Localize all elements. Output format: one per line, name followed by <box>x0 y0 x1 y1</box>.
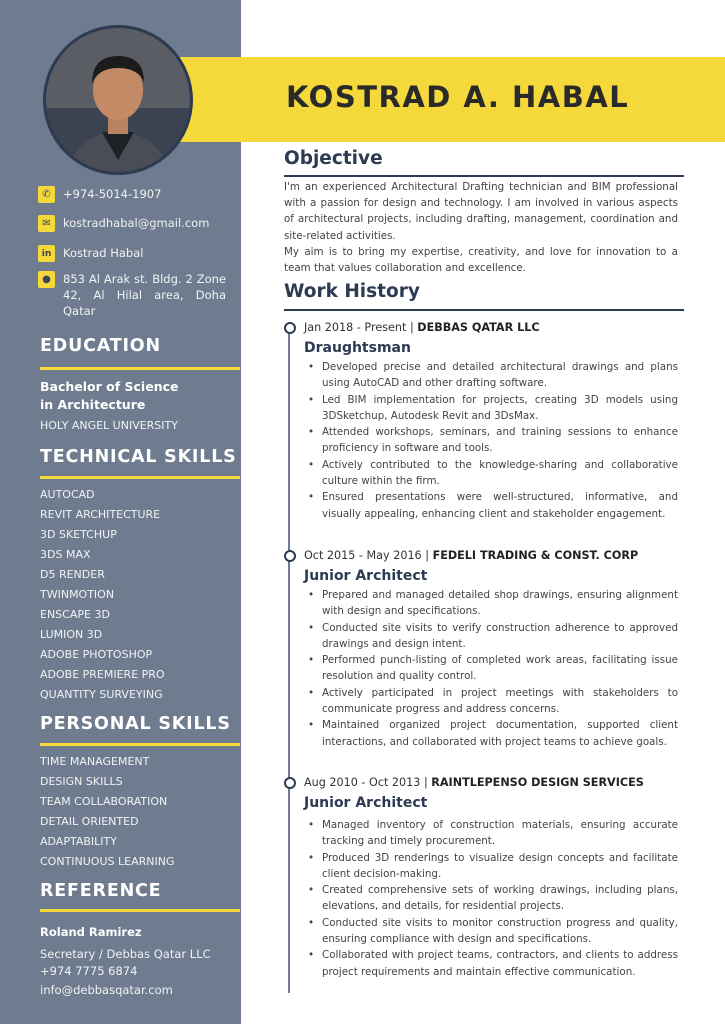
reference-phone: +974 7775 6874 <box>40 964 138 978</box>
personal-skill-item: ADAPTABILITY <box>40 835 117 848</box>
job-bullet: • Actively participated in project meetings with stakeholders to communicate progress and address concerns. <box>304 685 678 718</box>
job-company: RAINTLEPENSO DESIGN SERVICES <box>431 776 644 789</box>
tech-skill-item: QUANTITY SURVEYING <box>40 688 163 701</box>
job-bullet: • Created comprehensive sets of working drawings, including plans, elevations, and details, for residential projects. <box>304 882 678 915</box>
tech-skill-item: ADOBE PREMIERE PRO <box>40 668 165 681</box>
job-dates: Aug 2010 - Oct 2013 | <box>304 776 432 789</box>
tech-skill-item: ENSCAPE 3D <box>40 608 110 621</box>
reference-name: Roland Ramirez <box>40 925 142 939</box>
personal-skills-rule <box>40 743 240 746</box>
job-bullets <box>304 587 678 750</box>
job-dates: Oct 2015 - May 2016 | <box>304 549 433 562</box>
linkedin-text: Kostrad Habal <box>63 246 144 260</box>
job-bullet: • Led BIM implementation for projects, creating 3D models using 3DSketchup, Autodesk Revit and 3DsMax. <box>304 392 678 425</box>
personal-skill-item: DESIGN SKILLS <box>40 775 123 788</box>
contact-linkedin <box>38 245 143 262</box>
job-bullet: • Developed precise and detailed architectural drawings and plans using AutoCAD and other drafting software. <box>304 359 678 392</box>
tech-skill-item: D5 RENDER <box>40 568 105 581</box>
job-bullets <box>304 359 678 522</box>
personal-skill-item: DETAIL ORIENTED <box>40 815 139 828</box>
candidate-name: KOSTRAD A. HABAL <box>286 80 630 114</box>
job-bullet: • Performed punch-listing of completed work areas, facilitating issue resolution and quality control. <box>304 652 678 685</box>
job-company: FEDELI TRADING & CONST. CORP <box>432 549 639 562</box>
tech-skill-item: TWINMOTION <box>40 588 115 601</box>
job-bullet: • Attended workshops, seminars, and training sessions to enhance proficiency in software and tools. <box>304 424 678 457</box>
timeline-dot <box>284 322 296 334</box>
work-history-rule <box>284 309 684 311</box>
objective-paragraph-1: I'm an experienced Architectural Drafting technician and BIM professional with a passion for design and technology. I am involved in various aspects of architectural projects, including drafting, management, coordination and site-related activities. <box>284 181 678 242</box>
tech-skill-item: LUMION 3D <box>40 628 103 641</box>
tech-skill-item: 3D SKETCHUP <box>40 528 117 541</box>
education-rule <box>40 367 240 370</box>
timeline-line <box>288 328 290 993</box>
job-date-line <box>304 549 638 562</box>
job-bullet: • Conducted site visits to verify construction adherence to approved drawings and design intent. <box>304 620 678 653</box>
timeline-dot <box>284 777 296 789</box>
technical-skills-heading: TECHNICAL SKILLS <box>40 447 237 467</box>
job-bullet: • Managed inventory of construction materials, ensuring accurate tracking and timely procurement. <box>304 817 678 850</box>
objective-rule <box>284 175 684 177</box>
tech-skill-item: REVIT ARCHITECTURE <box>40 508 161 521</box>
job-bullet: • Maintained organized project documentation, supported client interactions, and collaborated with project teams to achieve goals. <box>304 717 678 750</box>
job-bullet: • Collaborated with project teams, contractors, and clients to address project requirements and maintain effective communication. <box>304 947 678 980</box>
personal-skill-item: CONTINUOUS LEARNING <box>40 855 175 868</box>
reference-email: info@debbasqatar.com <box>40 983 173 997</box>
job-bullet: • Conducted site visits to monitor construction progress and quality, ensuring compliance with design and specifications. <box>304 915 678 948</box>
job-date-line <box>304 776 644 789</box>
job-bullets <box>304 817 678 980</box>
contact-email <box>38 215 209 232</box>
envelope-icon: ✉ <box>38 215 55 232</box>
job-title: Junior Architect <box>304 795 428 811</box>
email-text: kostradhabal@gmail.com <box>63 216 210 230</box>
reference-rule <box>40 909 240 912</box>
job-company: DEBBAS QATAR LLC <box>417 321 540 334</box>
job-title: Junior Architect <box>304 568 428 584</box>
phone-icon: ✆ <box>38 186 55 203</box>
contact-phone <box>38 186 161 203</box>
phone-text: +974-5014-1907 <box>63 187 162 201</box>
profile-photo <box>43 25 193 175</box>
job-dates: Jan 2018 - Present | <box>304 321 418 334</box>
personal-skill-item: TIME MANAGEMENT <box>40 755 150 768</box>
reference-heading: REFERENCE <box>40 881 162 901</box>
tech-skill-item: 3DS MAX <box>40 548 91 561</box>
personal-skill-item: TEAM COLLABORATION <box>40 795 168 808</box>
objective-paragraph-2: My aim is to bring my expertise, creativity, and love for innovation to a team that values collaboration and excellence. <box>284 246 678 275</box>
school-name: HOLY ANGEL UNIVERSITY <box>40 419 178 432</box>
degree-line-2: in Architecture <box>40 397 146 412</box>
job-bullet: • Prepared and managed detailed shop drawings, ensuring alignment with design and specifications. <box>304 587 678 620</box>
personal-skills-heading: PERSONAL SKILLS <box>40 714 231 734</box>
job-bullet: • Ensured presentations were well-structured, informative, and visually appealing, enhancing client and stakeholder engagement. <box>304 489 678 522</box>
reference-role: Secretary / Debbas Qatar LLC <box>40 947 211 961</box>
job-date-line <box>304 321 540 334</box>
tech-skill-item: AUTOCAD <box>40 488 95 501</box>
timeline-dot <box>284 550 296 562</box>
objective-heading: Objective <box>284 148 383 169</box>
technical-skills-rule <box>40 476 240 479</box>
location-pin-icon: ● <box>38 271 55 288</box>
linkedin-icon: in <box>38 245 55 262</box>
degree-line-1: Bachelor of Science <box>40 379 179 394</box>
contact-address <box>38 271 226 319</box>
work-history-heading: Work History <box>284 281 420 302</box>
education-heading: EDUCATION <box>40 336 161 356</box>
tech-skill-item: ADOBE PHOTOSHOP <box>40 648 153 661</box>
job-bullet: • Produced 3D renderings to visualize design concepts and facilitate client decision-making. <box>304 850 678 883</box>
address-text: 853 Al Arak st. Bldg. 2 Zone 42, Al Hilal area, Doha Qatar <box>63 272 226 318</box>
job-bullet: • Actively contributed to the knowledge-sharing and collaborative culture within the firm. <box>304 457 678 490</box>
job-title: Draughtsman <box>304 340 411 356</box>
